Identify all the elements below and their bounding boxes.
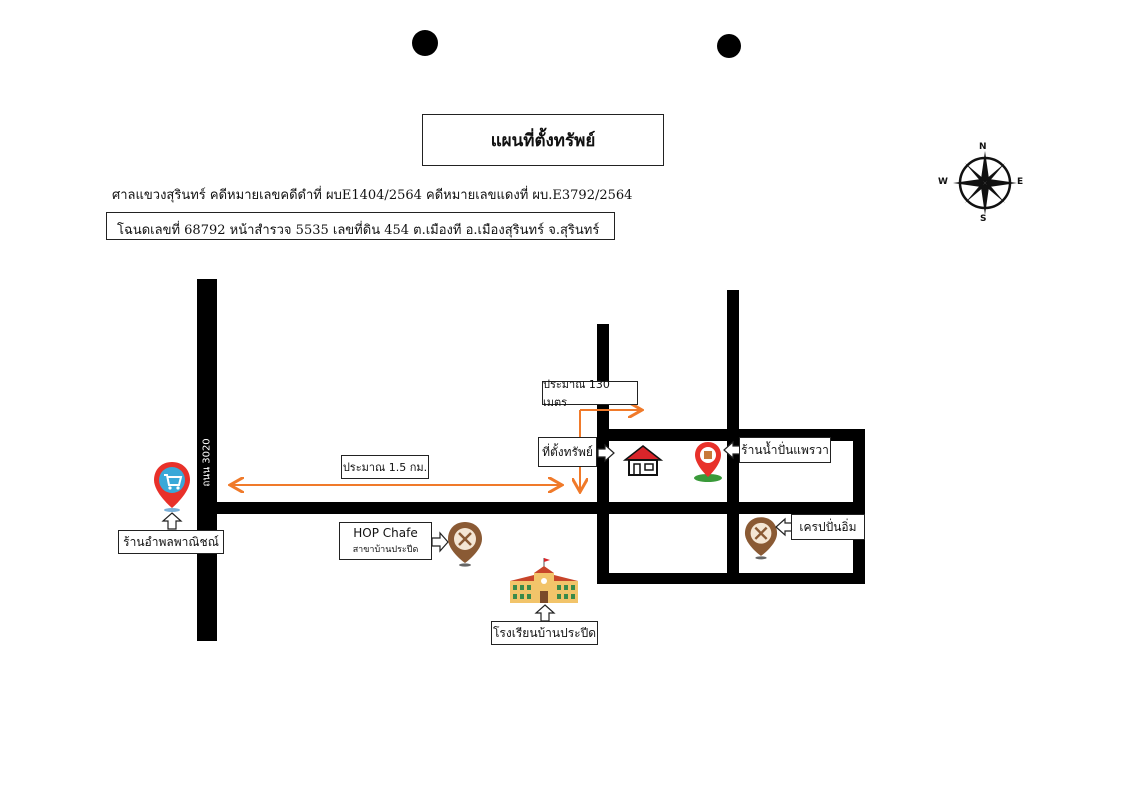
crepe-shop-label: เครปปั่นอิ่ม	[791, 514, 865, 540]
compass-w: W	[938, 177, 948, 187]
case-info: ศาลแขวงสุรินทร์ คดีหมายเลขคดีดำที่ ผบE1404/2564 คดีหมายเลขแดงที่ ผบ.E3792/2564	[112, 188, 633, 203]
house-icon	[624, 444, 662, 476]
restaurant-pin-icon	[447, 521, 483, 567]
road-3020-label: ถนน 3020	[201, 438, 213, 487]
hop-subtitle: สาขาบ้านประปีด	[352, 545, 419, 555]
drink-shop-label: ร้านน้ำปั่นแพรวา	[739, 437, 831, 463]
compass-s: S	[980, 214, 987, 224]
map-title: แผนที่ตั้งทรัพย์	[422, 114, 664, 166]
school-icon	[508, 557, 580, 605]
hop-title: HOP Chafe	[353, 526, 418, 540]
shop-left-label: ร้านอำพลพาณิชณ์	[118, 530, 224, 554]
hop-chafe-label	[339, 522, 432, 560]
up-arrow-icon	[534, 604, 556, 622]
school-label: โรงเรียนบ้านประปีด	[491, 621, 598, 645]
drink-shop-pin-icon	[692, 441, 724, 483]
compass-n: N	[979, 142, 987, 152]
shopping-cart-pin-icon	[152, 460, 192, 512]
distance-1-label: ประมาณ 1.5 กม.	[341, 455, 429, 479]
deed-info: โฉนดเลขที่ 68792 หน้าสำรวจ 5535 เลขที่ดิน 454 ต.เมืองที อ.เมืองสุรินทร์ จ.สุรินทร์	[106, 212, 615, 240]
property-label: ที่ตั้งทรัพย์	[538, 437, 597, 467]
restaurant-pin-icon	[744, 516, 778, 560]
compass-e: E	[1017, 177, 1024, 187]
up-arrow-icon	[161, 512, 183, 530]
right-arrow-icon	[597, 444, 615, 462]
distance-2-label: ประมาณ 130 เมตร	[542, 381, 638, 405]
